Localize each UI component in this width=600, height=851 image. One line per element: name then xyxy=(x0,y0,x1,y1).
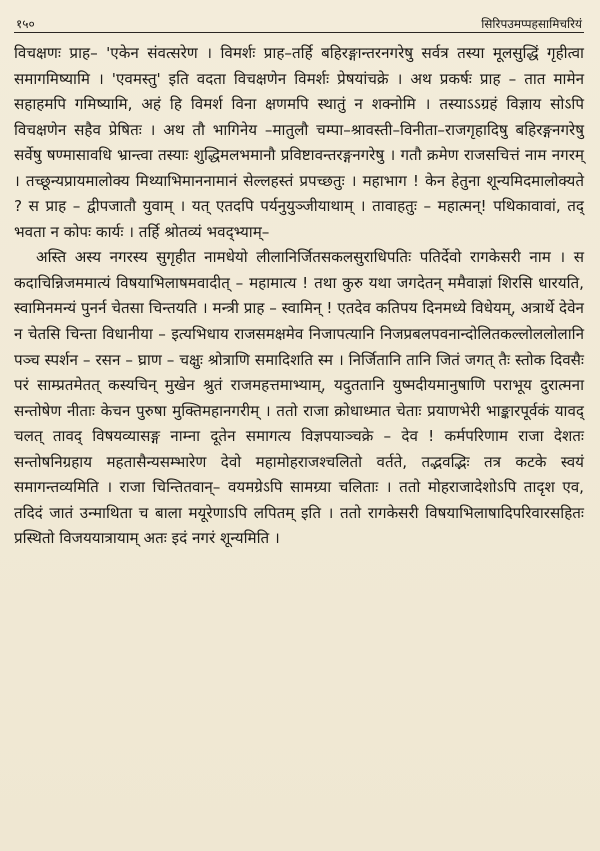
body-text xyxy=(14,41,584,552)
page-header xyxy=(14,10,584,33)
paragraph-1: विचक्षणः प्राह– 'एकेन संवत्सरेण । विमर्शः प्राह–तर्हि बहिरङ्गान्तरनगरेषु सर्वत्र तस्या मूलसुद्धिं गृहीत्वा समागमिष्यामि । 'एवमस्तु' इति वदता विचक्षणेन विमर्शः प्रेषयांचक्रे । अथ प्रकर्षः प्राह – तात मामेन सहाहमपि गमिष्यामि, अहं हि विमर्श विना क्षणमपि स्थातुं न शक्नोमि । तस्याऽऽग्रहं विज्ञाय सोऽपि विचक्षणेन सहैव प्रेषितः । अथ तौ भागिनेय –मातुलौ चम्पा–श्रावस्ती–विनीता–राजगृहादिषु बहिरङ्गनगरेषु सर्वेषु षण्मासावधि भ्रान्त्वा तस्याः शुद्धिमलभमानौ प्रविष्टावन्तरङ्गनगरेषु । गतौ क्रमेण राजसचित्तं नाम नगरम् । तच्छून्यप्रायमालोक्य मिथ्याभिमाननामानं सेल्लहस्तं प्रपच्छतुः । महाभाग ! केन हेतुना शून्यमिदमालोक्यते ? स प्राह – द्वीपजातौ युवाम् । यत् एतदपि पर्यनुयुञ्जीयाथाम् । तावाहतुः – महात्मन्! पथिकावावां, तद् भवता न कोपः कार्यः । तर्हि श्रोतव्यं भवद्भ्याम्– xyxy=(14,44,584,241)
page-number: १५० xyxy=(16,17,35,31)
running-title: सिरिपउमप्पहसामिचरियं xyxy=(481,17,582,31)
paragraph-2: अस्ति अस्य नगरस्य सुगृहीत नामधेयो लीलानिर्जितसकलसुराधिपतिः पतिर्देवो रागकेसरी नाम । स कदाचिन्निजममात्यं विषयाभिलाषमवादीत् – महामात्य ! तथा कुरु यथा जगदेतन् ममैवाज्ञां शिरसि धारयति, स्वामिनमन्यं पुनर्न चेतसा चिन्तयति । मन्त्री प्राह – स्वामिन् ! एतदेव कतिपय दिनमध्ये विधेयम्, अत्रार्थे देवेन न चेतसि चिन्ता विधानीया – इत्यभिधाय राजसमक्षमेव निजापत्यानि निजप्रबलपवनान्दोलितकल्लोललोलानि पञ्च स्पर्शन – रसन – घ्राण – चक्षुः श्रोत्राणि समादिशति स्म । निर्जितानि तानि जितं जगत् तैः स्तोक दिवसैः परं साम्प्रतमेतत् कस्यचिन् मुखेन श्रुतं राजमहत्तमाभ्याम्, यदुततानि युष्मदीयमानुषाणि पराभूय दुरात्मना सन्तोषेण नीताः केचन पुरुषा मुक्तिमहानगरीम् । ततो राजा क्रोधाध्मात चेताः प्रयाणभेरी भाङ्कारपूर्वकं यावद् चलत् तावद् विषयव्यासङ्ग नाम्ना दूतेन समागत्य विज्ञपयाञ्चक्रे – देव ! कर्मपरिणाम राजा देशतः सन्तोषनिग्रहाय महतासैन्यसम्भारेण देवो महामोहराजश्चलितो वर्तते, तद्भवद्भिः तत्र कटके स्वयं समागन्तव्यमिति । राजा चिन्तितवान्– वयमग्रेऽपि सामग्र्या चलिताः । ततो मोहराजादेशोऽपि तादृश एव, तदिदं जातं उन्माथिता च बाला मयूरेणाऽपि लपितम् इति । ततो रागकेसरी विषयाभिलाषादिपरिवारसहितः प्रस्थितो विजययात्रायाम् अतः इदं नगरं शून्यमिति । xyxy=(14,248,584,548)
